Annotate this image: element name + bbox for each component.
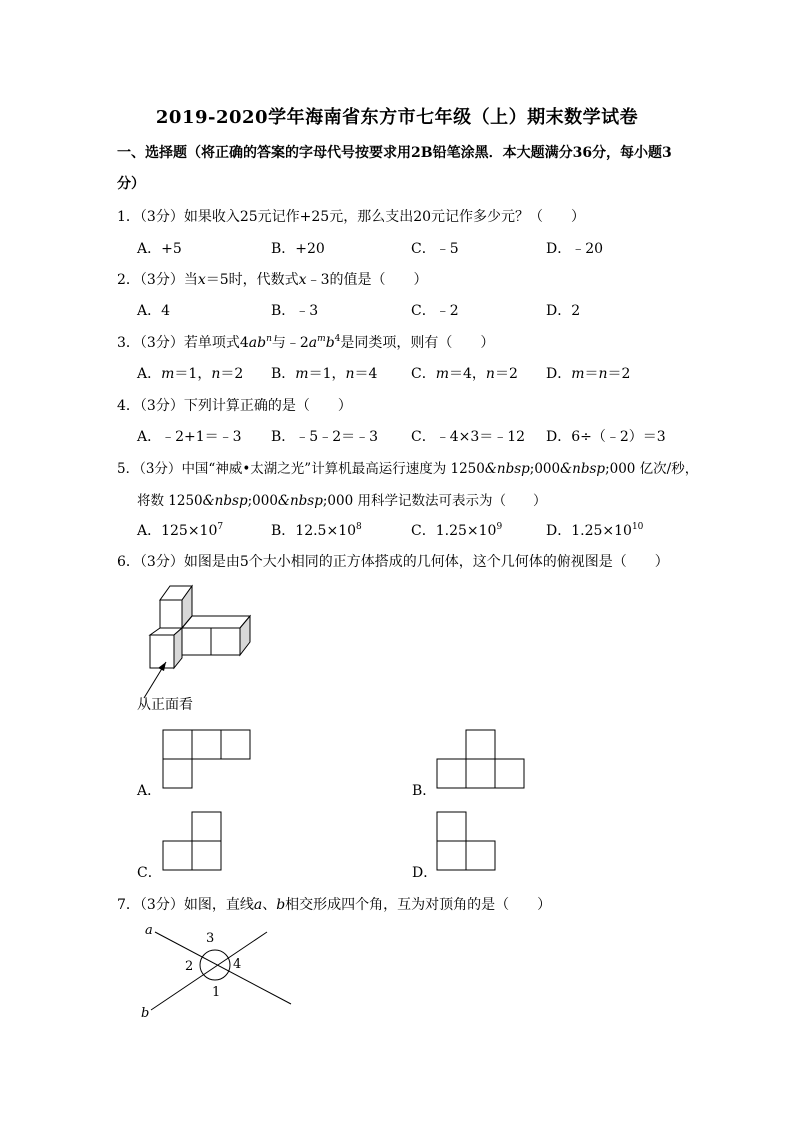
q2-option-c[interactable]: C．﹣2 [411, 303, 459, 319]
angle-2-label: 2 [185, 959, 194, 974]
angle-4-label: 4 [233, 957, 242, 972]
q5-option-b[interactable]: B．$12.5\times 10^8$ [271, 522, 362, 539]
page-title: 2019-2020学年海南省东方市七年级（上）期末数学试卷 [155, 107, 639, 128]
line-b-label: b [141, 1006, 150, 1021]
question-3: 3．（3分）若单项式$4ab^n$与$﹣2a^mb^4$是同类项，则有（ ） [117, 334, 495, 351]
question-7: 7．（3分）如图，直线a、b相交形成四个角，互为对顶角的是（ ） [117, 897, 552, 913]
q6-option-d-figure [436, 811, 498, 871]
q3-option-b[interactable]: B．m＝1，n＝4 [271, 366, 378, 382]
section-header-line2: 分） [117, 176, 145, 192]
question-5: 5．（3分）中国“神威•太湖之光”计算机最高运行速度为 1250&nbsp;000&nbsp;000 亿次/秒， [117, 461, 699, 477]
q6-option-a[interactable]: A． [137, 783, 162, 799]
q5-option-c[interactable]: C．$1.25\times 10^9$ [411, 522, 503, 539]
q3-option-a[interactable]: A．m＝1，n＝2 [137, 366, 244, 382]
question-2: 2．（3分）当x＝5时，代数式x﹣3的值是（ ） [117, 272, 428, 288]
q1-option-c[interactable]: C．﹣5 [411, 241, 459, 257]
q6-option-b-figure [436, 729, 526, 789]
q3-option-d[interactable]: D．m＝n＝2 [546, 366, 631, 382]
q2-option-b[interactable]: B．﹣3 [271, 303, 319, 319]
section-header-line1: 一、选择题（将正确的答案的字母代号按要求用2B铅笔涂黑．本大题满分36分，每小题3 [117, 145, 672, 161]
q4-option-a[interactable]: A．﹣2+1＝﹣3 [137, 429, 242, 445]
q6-option-a-figure [162, 729, 252, 789]
q3-option-c[interactable]: C．m＝4，n＝2 [411, 366, 518, 382]
q4-option-c[interactable]: C．﹣4×3＝﹣12 [411, 429, 526, 445]
question-4: 4．（3分）下列计算正确的是（ ） [117, 398, 352, 414]
question-1: 1．（3分）如果收入25元记作+25元，那么支出20元记作多少元？（ ） [117, 209, 586, 225]
q4-option-d[interactable]: D．6÷（﹣2）＝3 [546, 429, 666, 445]
front-view-label: 从正面看 [137, 697, 193, 713]
cube-stack-figure [140, 580, 260, 710]
q5-option-d[interactable]: D．$1.25\times 10^{10}$ [546, 522, 644, 539]
q4-option-b[interactable]: B．﹣5﹣2＝﹣3 [271, 429, 379, 445]
intersecting-lines-figure [135, 918, 305, 1028]
q6-option-c[interactable]: C． [137, 865, 162, 881]
line-a-label: a [145, 923, 153, 938]
q1-option-b[interactable]: B．+20 [271, 241, 325, 257]
angle-3-label: 3 [206, 931, 215, 946]
section-header [117, 138, 697, 200]
q5-option-a[interactable]: A．$125\times 10^7$ [137, 522, 224, 539]
q6-option-c-figure [162, 811, 224, 871]
q1-option-d[interactable]: D．﹣20 [546, 241, 604, 257]
angle-1-label: 1 [212, 985, 221, 1000]
question-6: 6．（3分）如图是由5个大小相同的正方体搭成的几何体，这个几何体的俯视图是（ ） [117, 554, 669, 570]
q6-option-b[interactable]: B． [412, 783, 437, 799]
q2-option-d[interactable]: D．2 [546, 303, 581, 319]
question-5-line2: 将数 1250&nbsp;000&nbsp;000 用科学记数法可表示为（ ） [137, 493, 547, 509]
q6-option-d[interactable]: D． [412, 865, 438, 881]
q2-option-a[interactable]: A．4 [137, 303, 171, 319]
q1-option-a[interactable]: A．+5 [137, 241, 182, 257]
